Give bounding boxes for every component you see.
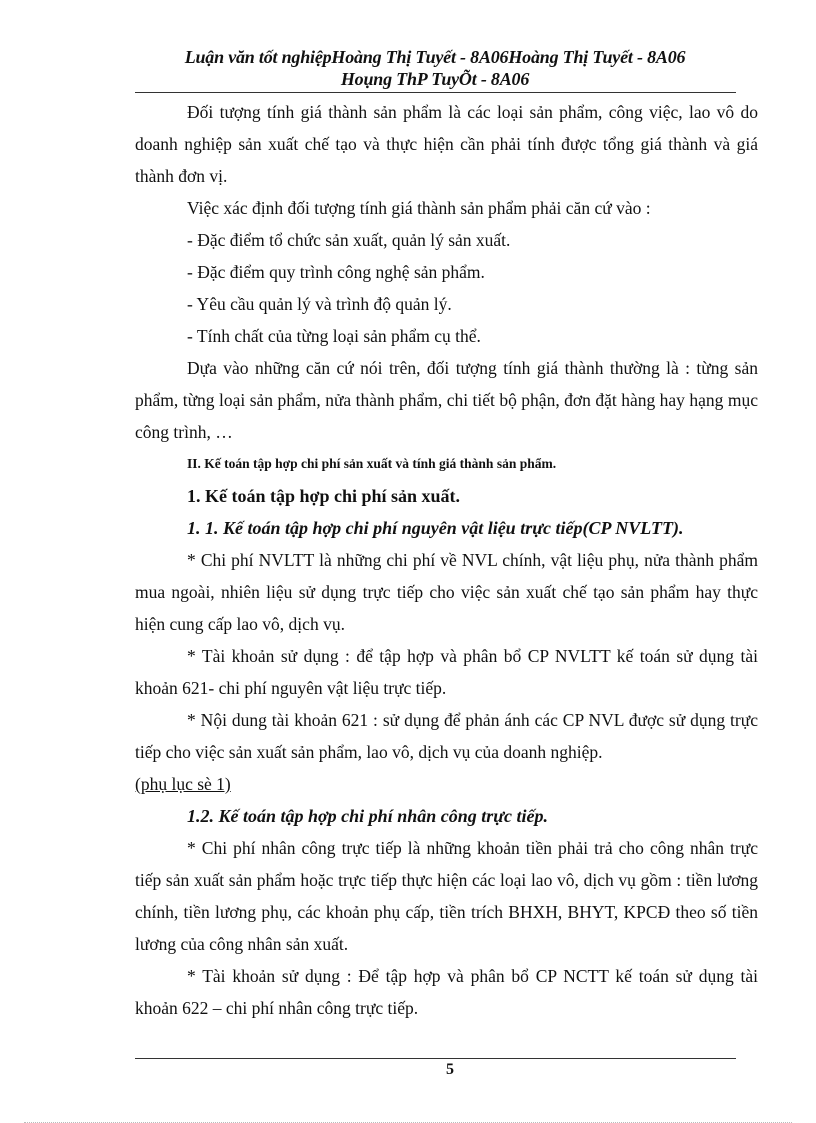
section-heading-1-2: 1.2. Kế toán tập hợp chi phí nhân công trực tiếp. — [187, 806, 548, 826]
header-line-2: Hoụng ThP TuyÕt - 8A06 — [340, 69, 530, 89]
document-body — [135, 96, 758, 1024]
list-item: - Đặc điểm tổ chức sản xuất, quản lý sản xuất. — [187, 230, 511, 250]
paragraph-nvltt-definition: * Chi phí NVLTT là những chi phí về NVL chính, vật liệu phụ, nửa thành phẩm mua ngoài, nhiên liệu sử dụng trực tiếp cho việc sản xuất chế tạo sản phẩm hay thực hiện cung cấp lao vô, dịch vụ. — [135, 550, 758, 634]
paragraph-criteria-intro: Việc xác định đối tượng tính giá thành sản phẩm phải căn cứ vào : — [187, 198, 651, 218]
section-heading-1: 1. Kế toán tập hợp chi phí sản xuất. — [187, 486, 461, 506]
list-item: - Đặc điểm quy trình công nghệ sản phẩm. — [187, 262, 485, 282]
footer-divider — [135, 1058, 736, 1059]
paragraph-cost-object-definition: Đối tượng tính giá thành sản phẩm là các loại sản phẩm, công việc, lao vô do doanh nghiệp sản xuất chế tạo và thực hiện cần phải tính được tổng giá thành và giá thành đơn vị. — [135, 102, 758, 186]
section-heading-ii: II. Kế toán tập hợp chi phí sản xuất và tính giá thành sản phẩm. — [187, 456, 557, 471]
section-heading-1-1: 1. 1. Kế toán tập hợp chi phí nguyên vật liệu trực tiếp(CP NVLTT). — [187, 518, 684, 538]
header-line-1: Luận văn tốt nghiệpHoàng Thị Tuyết - 8A06Hoàng Thị Tuyết - 8A06 — [184, 47, 686, 67]
header-divider — [135, 92, 736, 93]
page-header — [135, 46, 735, 90]
paragraph-cost-objects: Dựa vào những căn cứ nói trên, đối tượng tính giá thành thường là : từng sản phẩm, từng loại sản phẩm, nửa thành phẩm, chi tiết bộ phận, đơn đặt hàng hay hạng mục công trình, … — [135, 358, 758, 442]
paragraph-account-621: * Tài khoản sử dụng : để tập hợp và phân bổ CP NVLTT kế toán sử dụng tài khoản 621- chi phí nguyên vật liệu trực tiếp. — [135, 646, 758, 698]
list-item: - Yêu cầu quản lý và trình độ quản lý. — [187, 294, 452, 314]
appendix-reference — [135, 768, 758, 800]
page-number: 5 — [446, 1061, 454, 1078]
appendix-link[interactable]: (phụ lục sè 1) — [135, 774, 231, 794]
list-item: - Tính chất của từng loại sản phẩm cụ thể. — [187, 326, 481, 346]
paragraph-account-622: * Tài khoản sử dụng : Để tập hợp và phân bổ CP NCTT kế toán sử dụng tài khoản 622 – chi phí nhân công trực tiếp. — [135, 966, 758, 1018]
paragraph-account-621-content: * Nội dung tài khoản 621 : sử dụng để phản ánh các CP NVL được sử dụng trực tiếp cho việc sản xuất sản phẩm, lao vô, dịch vụ của doanh nghiệp. — [135, 710, 758, 762]
paragraph-labor-cost-definition: * Chi phí nhân công trực tiếp là những khoản tiền phải trả cho công nhân trực tiếp sản xuất sản phẩm hoặc trực tiếp thực hiện các loại lao vô, dịch vụ gồm : tiền lương chính, tiền lương phụ, các khoản phụ cấp, tiền trích BHXH, BHYT, KPCĐ theo số tiền lương của công nhân sản xuất. — [135, 838, 758, 954]
